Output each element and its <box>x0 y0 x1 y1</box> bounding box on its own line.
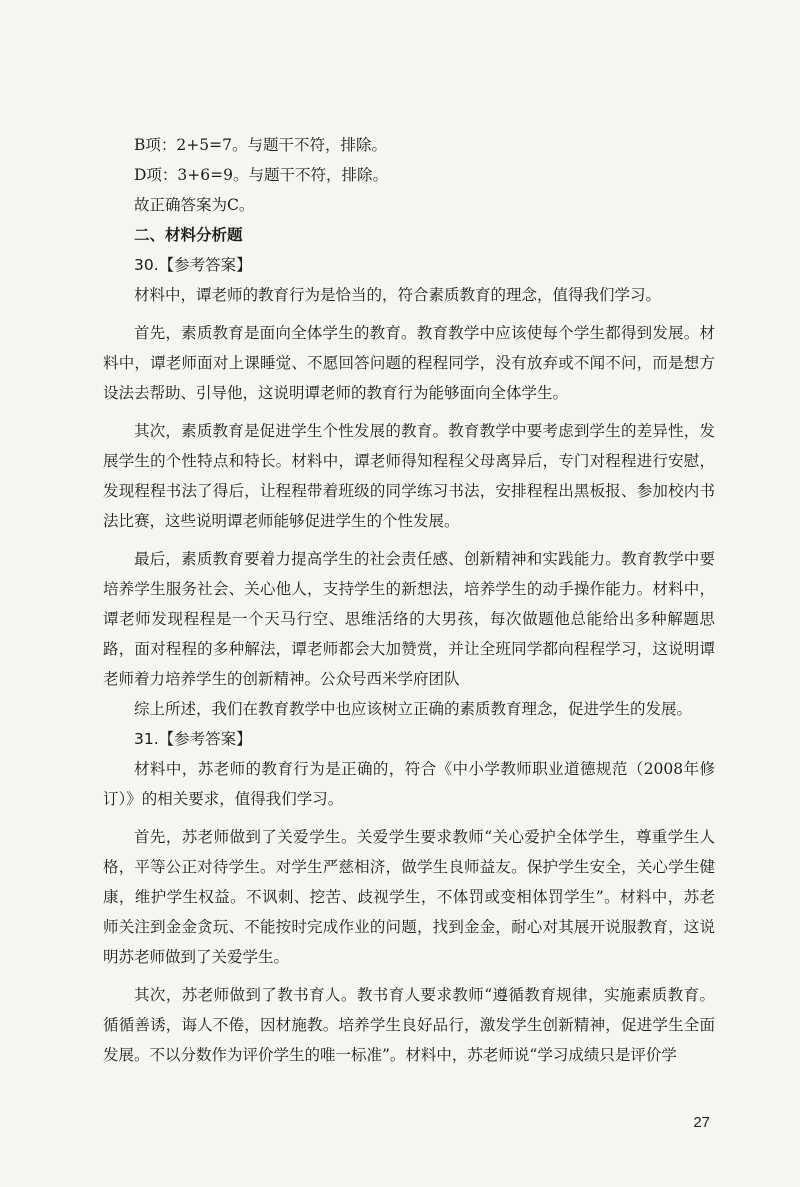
correct-answer: 故正确答案为C。 <box>134 196 255 214</box>
q30-paragraph-1: 材料中，谭老师的教育行为是恰当的，符合素质教育的理念，值得我们学习。 <box>134 286 662 304</box>
q30-paragraph-3: 其次，素质教育是促进学生个性发展的教育。教育教学中要考虑到学生的差异性，发展学生的个性特点和特长。材料中，谭老师得知程程父母离异后，专门对程程进行安慰，发现程程书法了得后，让程程带着班级的同学练习书法，安排程程出黑板报、参加校内书法比赛，这些说明谭老师能够促进学生的个性发展。 <box>103 422 715 530</box>
q30-paragraph-5: 综上所述，我们在教育教学中也应该树立正确的素质教育理念，促进学生的发展。 <box>134 700 693 718</box>
page-content <box>103 130 715 1070</box>
q31-paragraph-3: 其次，苏老师做到了教书育人。教书育人要求教师“遵循教育规律，实施素质教育。循循善诱，诲人不倦，因材施教。培养学生良好品行，激发学生创新精神，促进学生全面发展。不以分数作为评价学生的唯一标准”。材料中，苏老师说“学习成绩只是评价学 <box>103 986 715 1064</box>
q31-paragraph-2: 首先，苏老师做到了关爱学生。关爱学生要求教师“关心爱护全体学生，尊重学生人格，平等公正对待学生。对学生严慈相济，做学生良师益友。保护学生安全，关心学生健康，维护学生权益。不讽刺、挖苦、歧视学生，不体罚或变相体罚学生”。材料中，苏老师关注到金金贪玩、不能按时完成作业的问题，找到金金，耐心对其展开说服教育，这说明苏老师做到了关爱学生。 <box>103 828 715 966</box>
option-b-explanation: B项：2+5=7。与题干不符，排除。 <box>134 136 387 154</box>
q31-paragraph-1: 材料中，苏老师的教育行为是正确的，符合《中小学教师职业道德规范（2008年修订）》的相关要求，值得我们学习。 <box>103 760 715 808</box>
section-title: 二、材料分析题 <box>134 226 243 244</box>
page-number: 27 <box>693 1114 710 1131</box>
q30-paragraph-2: 首先，素质教育是面向全体学生的教育。教育教学中应该使每个学生都得到发展。材料中，谭老师面对上课睡觉、不愿回答问题的程程同学，没有放弃或不闻不问，而是想方设法去帮助、引导他，这说明谭老师的教育行为能够面向全体学生。 <box>103 324 715 402</box>
option-d-explanation: D项：3+6=9。与题干不符，排除。 <box>134 166 388 184</box>
q30-paragraph-4: 最后，素质教育要着力提高学生的社会责任感、创新精神和实践能力。教育教学中要培养学生服务社会、关心他人，支持学生的新想法，培养学生的动手操作能力。材料中，谭老师发现程程是一个天马行空、思维活络的大男孩，每次做题他总能给出多种解题思路，面对程程的多种解法，谭老师都会大加赞赏，并让全班同学都向程程学习，这说明谭老师着力培养学生的创新精神。公众号西米学府团队 <box>103 550 715 688</box>
question-30-header: 30.【参考答案】 <box>134 256 252 274</box>
question-31-header: 31.【参考答案】 <box>134 730 252 748</box>
